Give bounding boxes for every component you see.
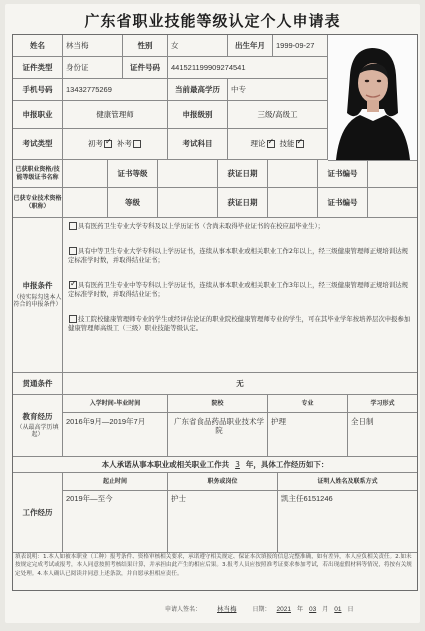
date-label: 日期：: [252, 606, 271, 613]
year-unit: 年: [297, 606, 304, 613]
theory-checkbox[interactable]: [267, 140, 275, 148]
edu-col-major: 专业: [268, 395, 348, 413]
applicant-photo: [328, 35, 417, 161]
gender-label: 性别: [123, 35, 168, 57]
phone-value: 13432775269: [63, 79, 168, 101]
edu-time-value: 2016年9月—2019年7月: [63, 413, 168, 457]
apply-level-value: 三级/高级工: [228, 101, 328, 129]
work-col-time: 起止时间: [63, 473, 168, 491]
education-sub-label: （从最高学历填起）: [16, 423, 59, 439]
birth-label: 出生年月: [228, 35, 273, 57]
title-date-value: [268, 188, 318, 218]
conditions-label-cell: [13, 218, 63, 373]
qualification-cert-label: 已获职业资格/技能等级证书名称: [13, 160, 63, 188]
name-label: 姓名: [13, 35, 63, 57]
qualification-cert-value: [63, 160, 108, 188]
exam-subject-options: [228, 129, 328, 160]
condition-item-2[interactable]: 具有中等卫生专业大学专科以上学历证书，连续从事本职业或相关职业工作2年以上，经三级健康管理师正规培训达规定标准学时数，并取得结业证书；: [68, 247, 408, 265]
form-title: 广东省职业技能等级认定个人申请表: [84, 12, 341, 30]
title-date-label: 获证日期: [218, 188, 268, 218]
cert-level-label: 证书等级: [108, 160, 158, 188]
first-exam-option[interactable]: 初考✓: [88, 139, 113, 148]
work-time-value: 2019年—至今: [63, 491, 168, 553]
promise-years: 3: [235, 459, 240, 469]
month-unit: 月: [322, 606, 329, 613]
id-type-label: 证件类型: [13, 57, 63, 79]
edu-form-value: 全日制: [348, 413, 417, 457]
work-proof-value: 凯主任6151246: [278, 491, 417, 553]
edu-school-value: 广东省食品药品职业技术学院: [168, 413, 268, 457]
work-post-value: 护士: [168, 491, 278, 553]
work-col-post: 职务或岗位: [168, 473, 278, 491]
first-exam-checkbox[interactable]: [104, 140, 112, 148]
education-level-value: 中专: [228, 79, 328, 101]
exam-type-options: [63, 129, 168, 160]
education-level-label: 当前最高学历: [168, 79, 228, 101]
edu-major-value: 护理: [268, 413, 348, 457]
work-promise: [13, 457, 417, 473]
pass-condition-value: 无: [63, 373, 417, 395]
work-col-proof: 证明人姓名及联系方式: [278, 473, 417, 491]
cert-date-label: 获证日期: [218, 160, 268, 188]
portrait-image: [328, 35, 417, 160]
skill-option[interactable]: 技能✓: [280, 139, 305, 148]
conditions-sub-label: （按实际勾选本人符合的申报条件）: [13, 293, 62, 309]
title-level-value: [158, 188, 218, 218]
gender-value: 女: [168, 35, 228, 57]
condition-item-4[interactable]: 技工院校健康管理师专业的学生或经评估论证的职业院校健康管理师专业的学生，可在其毕业学年按培养层次申报参加健康管理师高级工（三级）职业技能等级认定。: [68, 315, 411, 333]
cert-no-value: [368, 160, 417, 188]
condition-4-checkbox[interactable]: [69, 315, 77, 323]
re-exam-option[interactable]: 补考: [117, 139, 142, 148]
skill-checkbox[interactable]: [296, 140, 304, 148]
title-no-label: 证书编号: [318, 188, 368, 218]
condition-3-checkbox[interactable]: [69, 281, 77, 289]
promise-prefix: 本人承诺从事本职业或相关职业工作共: [101, 459, 230, 469]
promise-suffix: 年，具体工作经历如下：: [245, 459, 329, 469]
condition-2-checkbox[interactable]: [69, 247, 77, 255]
occupation-label: 申报职业: [13, 101, 63, 129]
condition-item-1[interactable]: 具有医药卫生专业大学专科及以上学历证书（含尚未取得毕业证书的在校应届毕业生）；: [68, 222, 413, 231]
signature-name: 林当梅: [217, 606, 237, 613]
id-type-value: 身份证: [63, 57, 123, 79]
sign-day: 01: [334, 606, 342, 613]
occupation-value: 健康管理师: [63, 101, 168, 129]
condition-item-3[interactable]: ✓具有医药卫生专业中等专科以上学历证书，连续从事本职业或相关职业工作3年以上，经三级健康管理师正规培训达规定标准学时数，并取得结业证书；: [68, 281, 413, 299]
name-value: 林当梅: [63, 35, 123, 57]
exam-subject-label: 考试科目: [168, 129, 228, 160]
signature-label: 申请人签名：: [165, 606, 202, 613]
id-no-label: 证件号码: [123, 57, 168, 79]
birth-value: 1999-09-27: [273, 35, 328, 57]
cert-no-label: 证书编号: [318, 160, 368, 188]
education-label-cell: [13, 395, 63, 457]
edu-col-form: 学习形式: [348, 395, 417, 413]
exam-type-label: 考试类型: [13, 129, 63, 160]
id-no-value: 441521199909274541: [168, 57, 328, 79]
condition-1-checkbox[interactable]: [69, 222, 77, 230]
signature-line: [15, 604, 413, 613]
title-level-label: 等级: [108, 188, 158, 218]
conditions-label: 申报条件: [22, 281, 53, 291]
title-cert-value: [63, 188, 108, 218]
form-table: [12, 34, 418, 591]
re-exam-checkbox[interactable]: [133, 140, 141, 148]
pass-condition-label: 贯通条件: [13, 373, 63, 395]
cert-date-value: [268, 160, 318, 188]
phone-label: 手机号码: [13, 79, 63, 101]
theory-option[interactable]: 理论✓: [251, 139, 276, 148]
application-form-page: [5, 4, 420, 623]
education-label: 教育经历: [22, 412, 53, 422]
form-instructions: 填表说明：1.本人如被本职业（工种）报考条件、资格审核相关要求，承诺遵守相关规定、保证本次填报的信息完整准确，如有差异，本人应负相关责任。2.如未按规定完成考试或报考，本人同意按照考核结果计算，并承担由此产生的相应后果。3.报考人员应按照准考证要求参加考试，若出现虚假材料等情况，将按有关规定处理。4.本人确认已阅读并同意上述条款，并自愿承担相应责任。: [15, 554, 412, 577]
title-cert-label: 已获专业技术资格（职称）: [13, 188, 63, 218]
edu-col-time: 入学时间-毕业时间: [63, 395, 168, 413]
cert-level-value: [158, 160, 218, 188]
title-no-value: [368, 188, 417, 218]
edu-col-school: 院校: [168, 395, 268, 413]
apply-level-label: 申报级别: [168, 101, 228, 129]
work-label: 工作经历: [13, 473, 63, 553]
sign-month: 03: [309, 606, 317, 613]
day-unit: 日: [347, 606, 354, 613]
sign-year: 2021: [276, 606, 291, 613]
